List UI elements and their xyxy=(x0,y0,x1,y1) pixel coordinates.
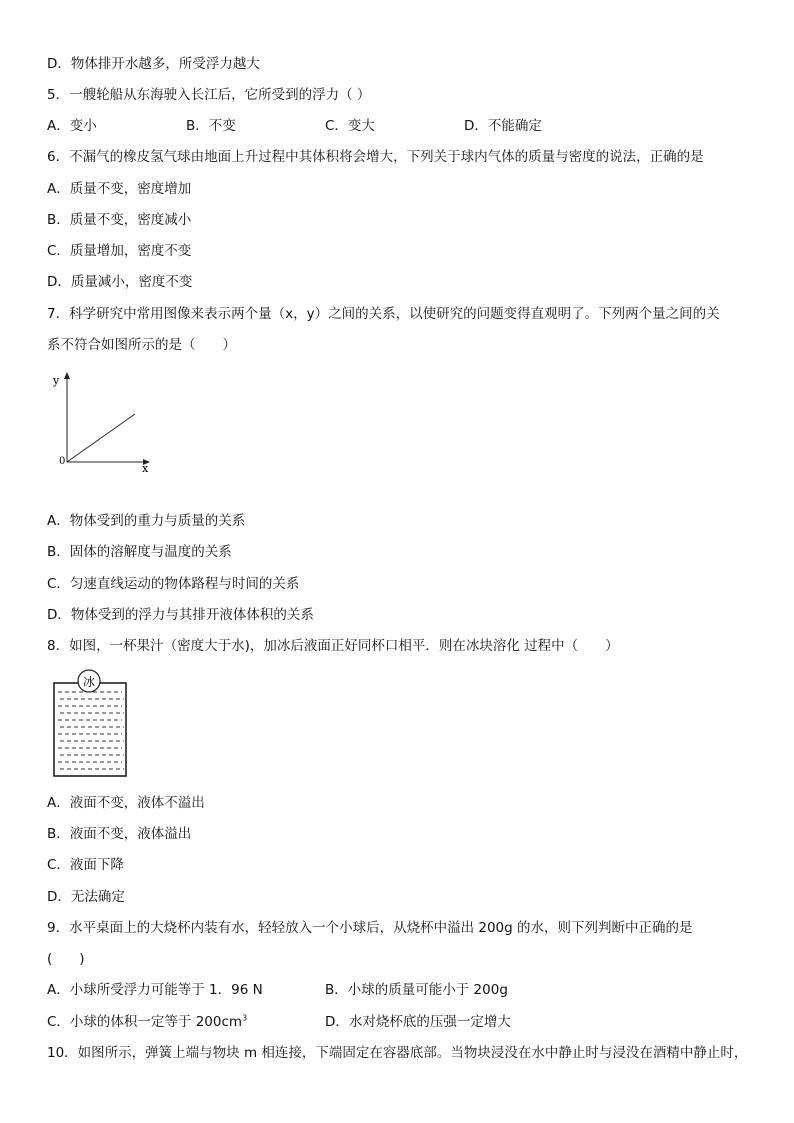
q8-option-c: C．液面下降 xyxy=(47,857,124,873)
q7-option-a: A．物体受到的重力与质量的关系 xyxy=(47,513,246,529)
ice-label: 冰 xyxy=(82,675,96,689)
q7-stem-line1: 7．科学研究中常用图像来表示两个量（x，y）之间的关系，以使研究的问题变得直观明了。下列两个量之间的关 xyxy=(47,306,720,322)
q9-option-b: B．小球的质量可能小于 200g xyxy=(325,982,508,998)
q7-option-c: C．匀速直线运动的物体路程与时间的关系 xyxy=(47,576,300,592)
q5-option-c: C．变大 xyxy=(325,118,375,134)
q7-linear-graph xyxy=(50,370,160,476)
q6-stem: 6．不漏气的橡皮氢气球由地面上升过程中其体积将会增大，下列关于球内气体的质量与密度的说法，正确的是 xyxy=(47,149,704,165)
q6-option-c: C．质量增加，密度不变 xyxy=(47,243,192,259)
q9-stem-line1: 9．水平桌面上的大烧杯内装有水，轻轻放入一个小球后，从烧杯中溢出 200g 的水，则下列判断中正确的是 xyxy=(47,920,693,936)
q4-option-d: D．物体排开水越多，所受浮力越大 xyxy=(47,56,260,72)
x-axis-label: x xyxy=(142,462,149,475)
q6-option-d: D．质量减小，密度不变 xyxy=(47,274,193,290)
q8-option-a: A．液面不变，液体不溢出 xyxy=(47,795,205,811)
q7-option-d: D．物体受到的浮力与其排开液体体积的关系 xyxy=(47,607,314,623)
q6-option-a: A．质量不变，密度增加 xyxy=(47,181,192,197)
y-axis-label: y xyxy=(53,374,60,387)
q9-option-d: D．水对烧杯底的压强一定增大 xyxy=(325,1014,511,1030)
origin-label: 0 xyxy=(59,456,66,467)
liquid-dashes xyxy=(58,692,124,769)
q8-option-b: B．液面不变，液体溢出 xyxy=(47,826,192,842)
graph-line xyxy=(67,414,135,462)
q9-option-c-text: C．小球的体积一定等于 200cm xyxy=(47,1014,243,1030)
q9-option-a: A．小球所受浮力可能等于 1．96 N xyxy=(47,982,263,998)
q7-option-b: B．固体的溶解度与温度的关系 xyxy=(47,544,232,560)
q5-option-d: D．不能确定 xyxy=(464,118,542,134)
q9-option-c-superscript: 3 xyxy=(242,1013,248,1023)
q8-cup-figure xyxy=(52,668,134,780)
y-axis-arrow xyxy=(64,372,70,379)
q10-stem: 10．如图所示，弹簧上端与物块 m 相连接，下端固定在容器底部。当物块浸没在水中静止时与浸没在酒精中静止时， xyxy=(47,1045,748,1061)
q5-option-a: A．变小 xyxy=(47,118,97,134)
q8-stem: 8．如图，一杯果汁（密度大于水)，加冰后液面正好同杯口相平．则在冰块溶化 过程中（ ） xyxy=(47,638,619,654)
q5-stem: 5．一艘轮船从东海驶入长江后，它所受到的浮力（ ） xyxy=(47,87,371,103)
q6-option-b: B．质量不变，密度减小 xyxy=(47,212,192,228)
q9-stem-line2: ( ) xyxy=(47,951,85,967)
q5-option-b: B．不变 xyxy=(186,118,236,134)
q7-stem-line2: 系不符合如图所示的是（ ） xyxy=(47,337,236,353)
q8-option-d: D．无法确定 xyxy=(47,889,125,905)
q9-option-c xyxy=(47,1013,247,1031)
